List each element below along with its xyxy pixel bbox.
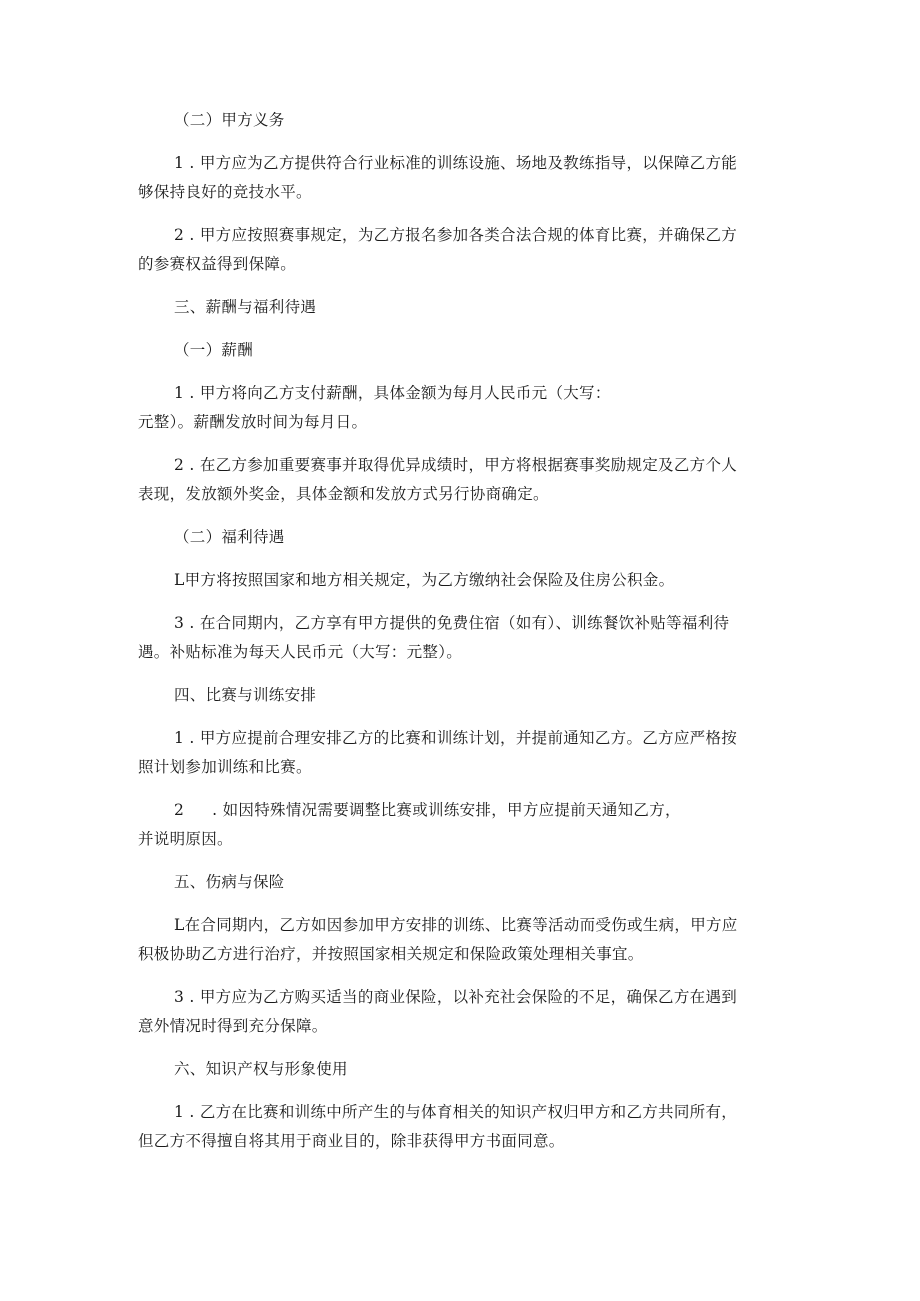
- section-heading-ip-image: 六、知识产权与形象使用: [174, 1060, 348, 1078]
- paragraph-line: 1 . 乙方在比赛和训练中所产生的与体育相关的知识产权归甲方和乙方共同所有，: [174, 1103, 738, 1121]
- paragraph-line: 2 . 甲方应按照赛事规定，为乙方报名参加各类合法合规的体育比赛，并确保乙方: [174, 226, 738, 244]
- paragraph-benefits-3: [138, 609, 788, 667]
- paragraph-injury-3: [138, 983, 788, 1041]
- paragraph-line: 积极协助乙方进行治疗，并按照国家相关规定和保险政策处理相关事宜。: [138, 945, 644, 963]
- paragraph-line: 1 . 甲方应提前合理安排乙方的比赛和训练计划，并提前通知乙方。乙方应严格按: [174, 729, 738, 747]
- paragraph-line: 1 . 甲方应为乙方提供符合行业标准的训练设施、场地及教练指导，以保障乙方能: [174, 154, 738, 172]
- section-heading-salary-benefits: 三、薪酬与福利待遇: [174, 298, 317, 316]
- paragraph-injury-1: [138, 911, 788, 969]
- paragraph-line: 并说明原因。: [138, 830, 233, 848]
- paragraph-line: 意外情况时得到充分保障。: [138, 1017, 328, 1035]
- item-text: . 如因特殊情况需要调整比赛或训练安排，甲方应提前天通知乙方，: [212, 801, 681, 819]
- subsection-heading-salary: （一）薪酬: [174, 341, 254, 359]
- paragraph-line: 3 . 在合同期内，乙方享有甲方提供的免费住宿（如有）、训练餐饮补贴等福利待: [174, 614, 730, 632]
- paragraph-line: 2 . 在乙方参加重要赛事并取得优异成绩时，甲方将根据赛事奖励规定及乙方个人: [174, 456, 738, 474]
- paragraph-schedule-1: [138, 724, 788, 782]
- paragraph-line: 但乙方不得擅自将其用于商业目的，除非获得甲方书面同意。: [138, 1132, 565, 1150]
- paragraph-line: 1 . 甲方将向乙方支付薪酬，具体金额为每月人民币元（大写：: [174, 384, 611, 402]
- paragraph-salary-1: [138, 379, 788, 437]
- paragraph-duty-2: [138, 221, 788, 279]
- paragraph-benefits-1: L甲方将按照国家和地方相关规定，为乙方缴纳社会保险及住房公积金。: [174, 571, 675, 589]
- section-heading-competition-training: 四、比赛与训练安排: [174, 686, 317, 704]
- paragraph-line: 照计划参加训练和比赛。: [138, 758, 312, 776]
- document-body: [138, 106, 788, 1170]
- paragraph-line: 表现，发放额外奖金，具体金额和发放方式另行协商确定。: [138, 485, 549, 503]
- paragraph-line: 够保持良好的竞技水平。: [138, 183, 312, 201]
- section-heading-party-a-duties: （二）甲方义务: [174, 111, 285, 129]
- section-heading-injury-insurance: 五、伤病与保险: [174, 873, 285, 891]
- paragraph-line: 遇。补贴标准为每天人民币元（大写：元整）。: [138, 643, 463, 661]
- paragraph-schedule-2: [138, 796, 788, 854]
- paragraph-line: 的参赛权益得到保障。: [138, 255, 297, 273]
- paragraph-ip-1: [138, 1098, 788, 1156]
- paragraph-line: 元整）。薪酬发放时间为每月日。: [138, 413, 368, 431]
- paragraph-line: 3 . 甲方应为乙方购买适当的商业保险，以补充社会保险的不足，确保乙方在遇到: [174, 988, 738, 1006]
- paragraph-line: L在合同期内，乙方如因参加甲方安排的训练、比赛等活动而受伤或生病，甲方应: [174, 916, 738, 934]
- item-number: 2: [174, 801, 185, 819]
- paragraph-duty-1: [138, 149, 788, 207]
- paragraph-salary-2: [138, 451, 788, 509]
- subsection-heading-benefits: （二）福利待遇: [174, 528, 285, 546]
- paragraph-line: [138, 796, 788, 825]
